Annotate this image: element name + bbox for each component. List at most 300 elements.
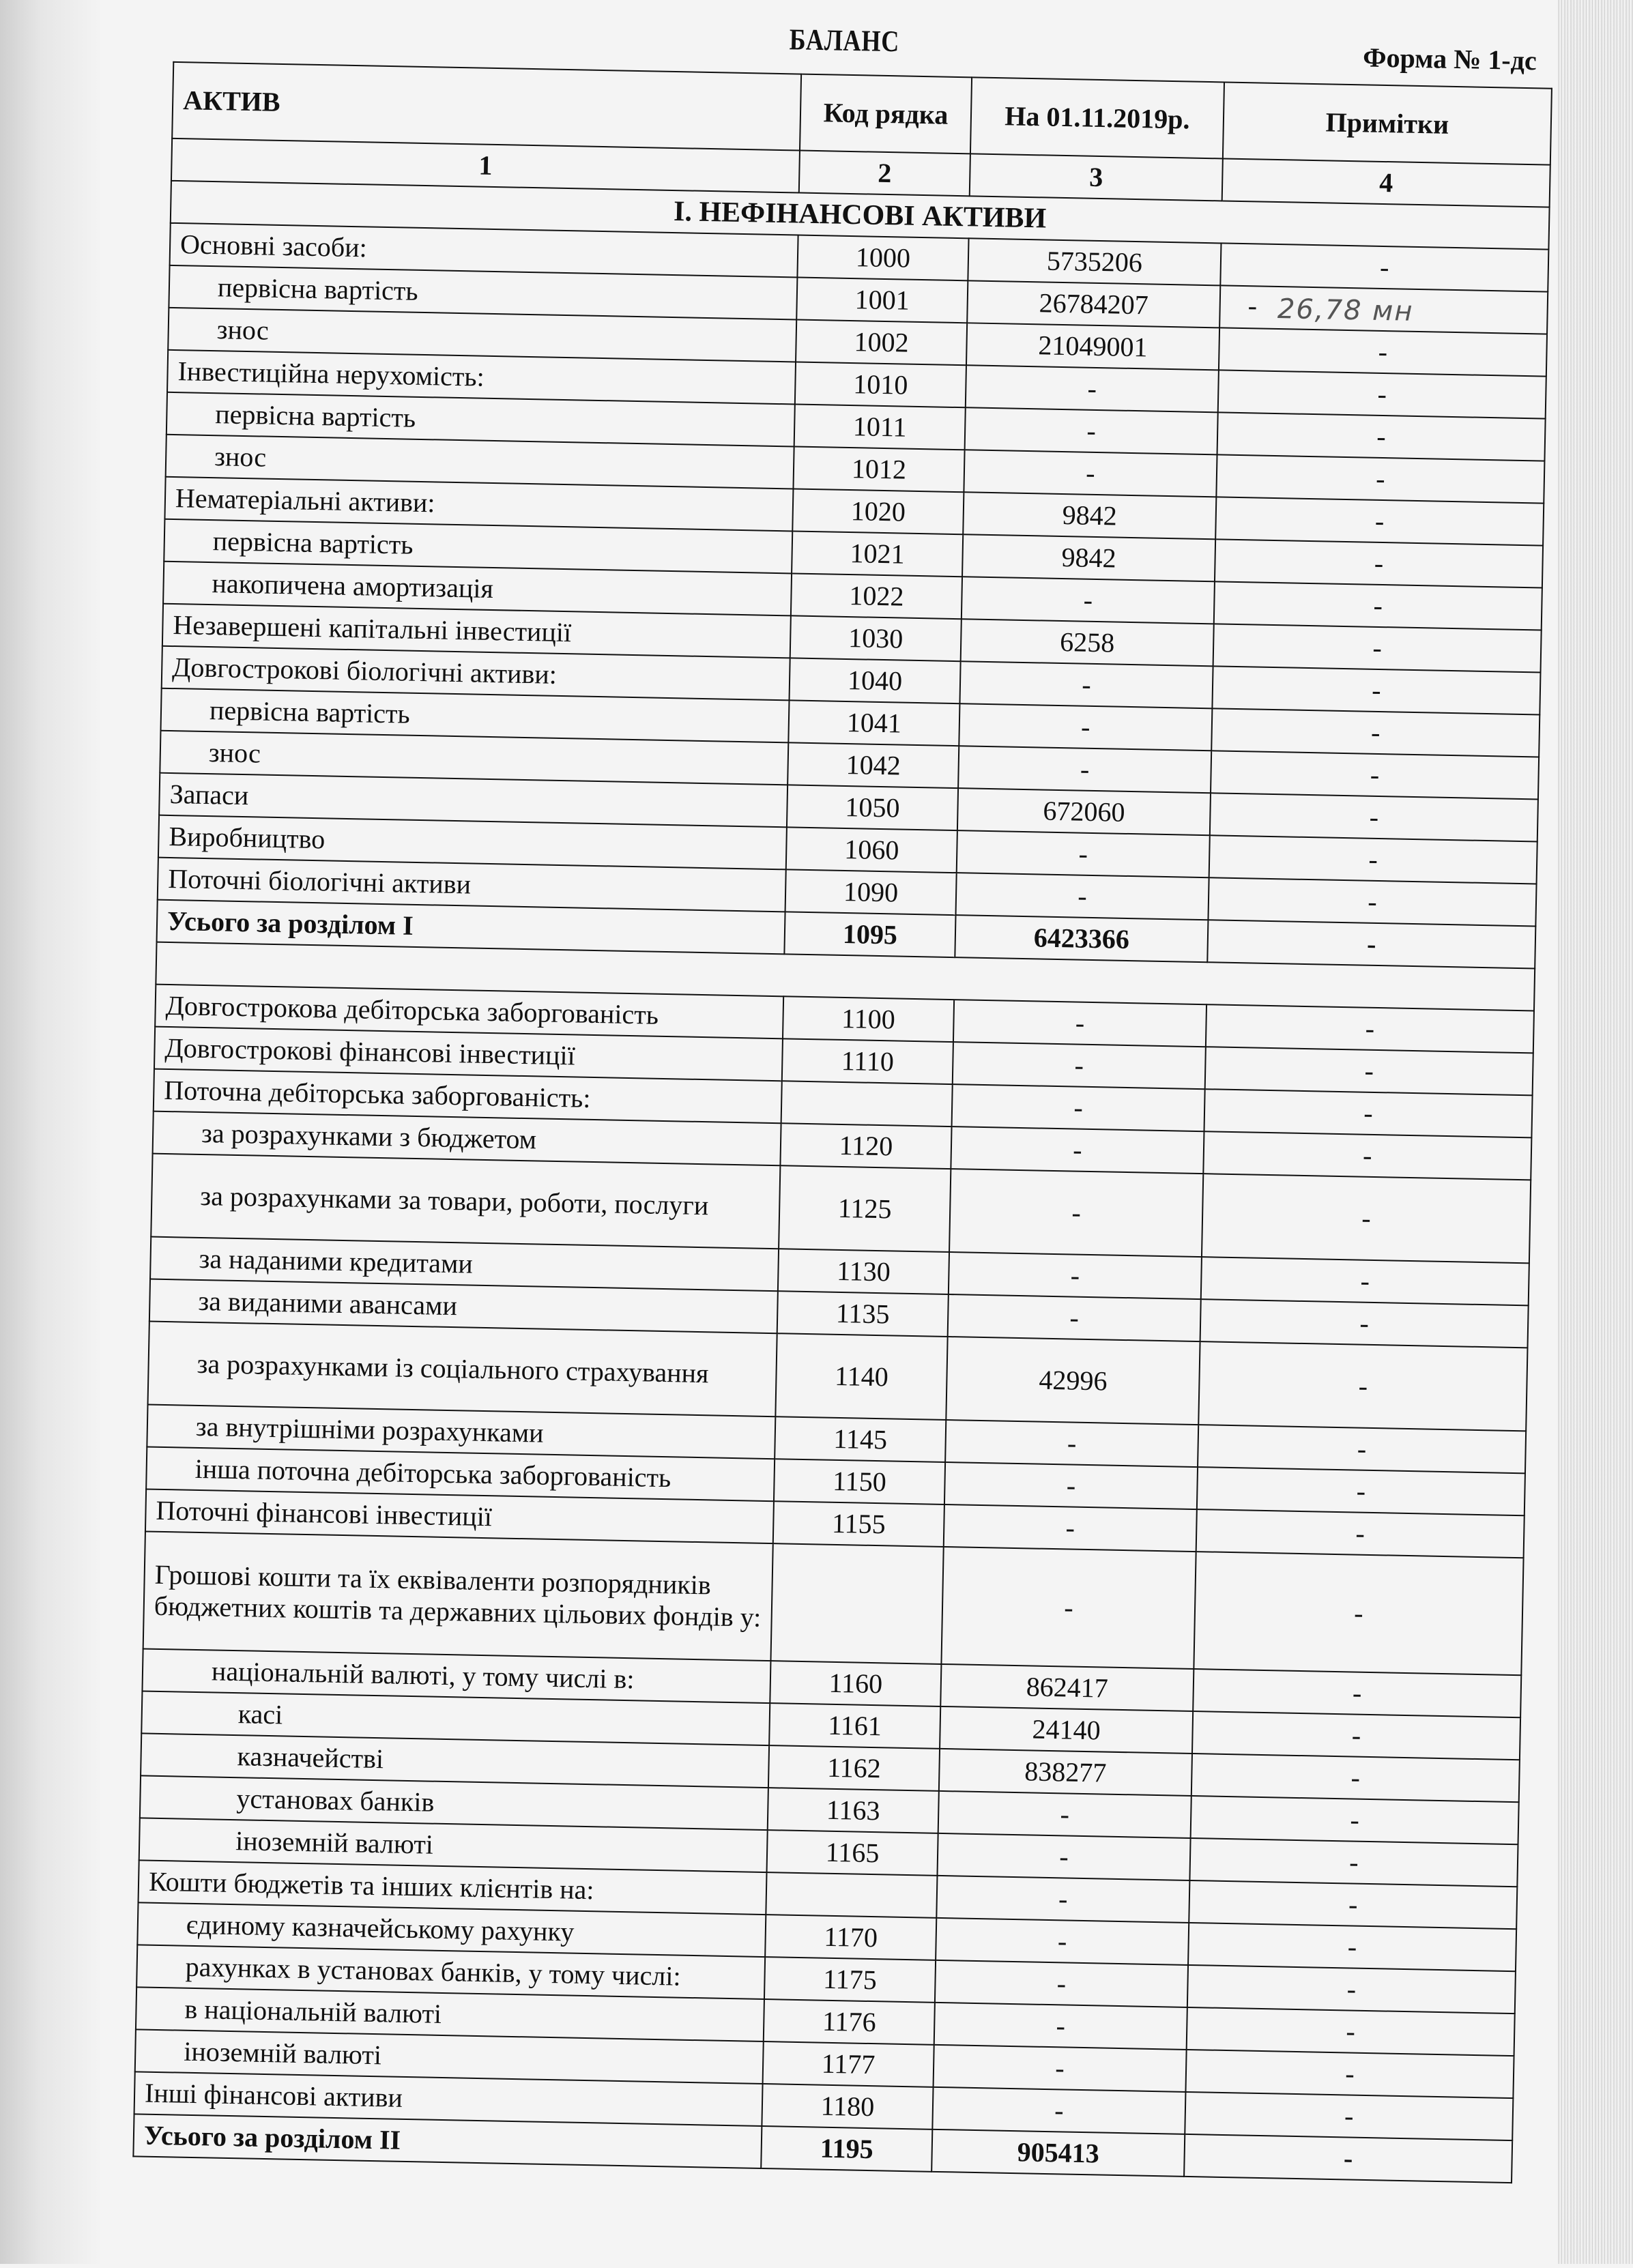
- row-value-cell: [946, 1337, 1200, 1425]
- row-value-cell: [959, 703, 1212, 751]
- row-value-cell: [966, 365, 1219, 412]
- row-value-cell: [959, 661, 1213, 708]
- row-value: 26784207: [1039, 287, 1149, 321]
- row-code-cell: [786, 827, 957, 873]
- row-code-cell: [761, 2126, 932, 2172]
- row-value: -: [1081, 669, 1092, 700]
- row-label: інша поточна дебіторська заборгованість: [194, 1453, 671, 1494]
- row-code-cell: [766, 1872, 937, 1918]
- row-note-cell: [1208, 877, 1536, 926]
- row-code-cell: [773, 1501, 944, 1547]
- row-note: -: [1350, 1762, 1361, 1793]
- row-note: -: [1363, 1097, 1374, 1129]
- row-code-cell: [770, 1661, 941, 1706]
- row-value-cell: [957, 830, 1210, 877]
- row-note-cell: [1185, 2092, 1513, 2140]
- row-code-cell: [782, 1038, 953, 1084]
- row-value-cell: [951, 1126, 1204, 1174]
- row-value: -: [1067, 1427, 1077, 1459]
- row-code-cell: [792, 531, 963, 577]
- row-note-cell: [1212, 666, 1540, 714]
- row-code: 1162: [826, 1751, 882, 1784]
- row-note-cell: [1220, 243, 1548, 291]
- row-note: -: [1344, 2100, 1354, 2132]
- row-label: первісна вартість: [214, 398, 416, 433]
- row-note-cell: [1211, 708, 1540, 757]
- row-note: -: [1377, 378, 1387, 410]
- row-code: 1001: [854, 284, 910, 316]
- row-note: -: [1370, 716, 1381, 748]
- row-label: Нематеріальні активи:: [175, 482, 435, 519]
- row-value-cell: [962, 534, 1215, 581]
- row-note: -: [1366, 928, 1376, 959]
- row-label: знос: [208, 737, 261, 769]
- row-value-cell: [935, 1960, 1188, 2007]
- row-note: -: [1351, 1719, 1361, 1751]
- row-code-cell: [768, 1745, 940, 1791]
- header-code: Код рядка: [800, 74, 972, 154]
- row-code: 1030: [848, 622, 904, 654]
- row-label: національній валюті, у тому числі в:: [211, 1655, 635, 1695]
- row-note: -: [1359, 1307, 1370, 1339]
- row-value-cell: [953, 1042, 1206, 1089]
- row-code-cell: [793, 446, 964, 492]
- row-label-cell: [151, 1154, 780, 1249]
- handwritten-note: 26,78 мн: [1277, 293, 1414, 328]
- row-code-cell: [764, 1999, 935, 2045]
- row-code: 1150: [832, 1465, 887, 1498]
- row-label: іноземній валюті: [183, 2035, 382, 2071]
- row-note-cell: [1193, 1669, 1521, 1717]
- row-note: -: [1372, 632, 1383, 664]
- row-code-cell: [767, 1830, 938, 1876]
- row-note-cell: [1213, 624, 1542, 672]
- row-label: за розрахунками за товари, роботи, послуги: [199, 1180, 709, 1221]
- row-label: знос: [214, 441, 267, 473]
- row-note-cell: [1192, 1711, 1520, 1760]
- row-note: -: [1373, 590, 1383, 622]
- row-note: -: [1362, 1139, 1372, 1171]
- row-value-cell: [962, 577, 1215, 624]
- row-label: Грошові кошти та їх еквіваленти розпорядників бюджетних коштів та державних цільових фондів у:: [154, 1558, 762, 1633]
- row-code-cell: [784, 912, 955, 957]
- row-value: 672060: [1043, 795, 1125, 828]
- row-note-cell: [1187, 2007, 1515, 2056]
- row-code: 1110: [841, 1045, 895, 1077]
- row-code: 1135: [835, 1297, 890, 1330]
- row-code-cell: [787, 785, 958, 830]
- row-label: в національній валюті: [184, 1993, 442, 2029]
- row-label: іноземній валюті: [235, 1825, 434, 1860]
- row-code: 1165: [825, 1836, 880, 1869]
- row-code-cell: [792, 489, 964, 534]
- row-value: -: [1071, 1197, 1082, 1228]
- row-note-cell: [1210, 793, 1538, 841]
- row-value: -: [1054, 2095, 1064, 2126]
- row-note-cell: [1189, 1880, 1517, 1929]
- column-number: 4: [1222, 158, 1550, 207]
- row-note-cell: [1200, 1299, 1529, 1348]
- row-label: за наданими кредитами: [199, 1242, 474, 1279]
- row-value-cell: [956, 873, 1209, 920]
- row-note: -: [1358, 1370, 1368, 1401]
- row-label: Довгострокові фінансові інвестиції: [164, 1032, 576, 1071]
- row-code: 1021: [850, 538, 906, 570]
- row-value-cell: [948, 1294, 1201, 1341]
- row-value-cell: [957, 788, 1211, 835]
- row-value-cell: [949, 1252, 1202, 1299]
- row-label: Запаси: [169, 778, 249, 811]
- row-value-cell: [939, 1749, 1192, 1796]
- row-note-cell: [1187, 1965, 1516, 2013]
- row-code-cell: [795, 362, 966, 407]
- row-value: -: [1056, 1968, 1067, 1999]
- row-note-cell: [1202, 1174, 1531, 1263]
- row-note: -: [1361, 1202, 1372, 1234]
- row-note-cell: [1198, 1425, 1526, 1473]
- row-value: -: [1074, 1049, 1084, 1081]
- row-label: накопичена амортизація: [212, 568, 494, 605]
- row-note-cell: [1217, 412, 1546, 461]
- row-code-cell: [770, 1543, 943, 1664]
- row-value: -: [1069, 1302, 1080, 1333]
- row-note-cell: [1185, 2050, 1514, 2098]
- row-note: -: [1378, 336, 1388, 368]
- section1-title: І. НЕФІНАНСОВІ АКТИВИ: [171, 181, 1550, 250]
- row-label: за внутрішніми розрахунками: [195, 1410, 544, 1449]
- row-code: 1095: [842, 918, 898, 950]
- row-label: казначействі: [237, 1741, 384, 1775]
- row-code-cell: [787, 742, 959, 788]
- row-value: 9842: [1062, 499, 1118, 532]
- row-code-cell: [775, 1416, 946, 1462]
- row-code-cell: [775, 1333, 947, 1420]
- row-note-cell: [1204, 1089, 1532, 1137]
- row-value: -: [1086, 415, 1097, 446]
- row-code-cell: [780, 1123, 951, 1169]
- row-value-cell: [940, 1664, 1194, 1711]
- row-code: 1012: [851, 453, 907, 485]
- row-code-cell: [779, 1165, 951, 1252]
- row-value-cell: [944, 1504, 1197, 1552]
- section2-body: [133, 985, 1534, 2183]
- row-code: 1161: [827, 1709, 882, 1742]
- document-title: БАЛАНС: [789, 23, 900, 59]
- row-code-cell: [791, 573, 962, 619]
- row-label: Усього за розділом І: [167, 905, 414, 941]
- row-code: 1120: [839, 1129, 893, 1162]
- row-value: -: [1083, 584, 1093, 615]
- row-value: 862417: [1026, 1671, 1109, 1704]
- row-label: Довгострокові біологічні активи:: [171, 652, 558, 690]
- row-code: 1090: [843, 875, 899, 908]
- row-code: 1011: [852, 411, 907, 443]
- row-note: -: [1375, 463, 1385, 495]
- row-code: 1010: [852, 368, 908, 401]
- row-value: 9842: [1061, 542, 1117, 574]
- row-code-cell: [796, 319, 967, 365]
- row-code: 1050: [845, 791, 900, 824]
- row-note: -: [1346, 1973, 1357, 2005]
- row-value-cell: [938, 1791, 1191, 1838]
- row-code: 1163: [826, 1794, 880, 1827]
- row-code-cell: [783, 996, 954, 1042]
- row-value: -: [1080, 711, 1090, 742]
- row-note-cell: [1207, 920, 1535, 968]
- row-label: касі: [237, 1698, 283, 1730]
- row-value: -: [1087, 373, 1097, 404]
- row-note: -: [1344, 2058, 1355, 2089]
- row-code: 1140: [834, 1360, 889, 1393]
- row-code: 1195: [820, 2132, 874, 2165]
- row-note: -: [1355, 1517, 1365, 1549]
- row-value: -: [1065, 1512, 1075, 1543]
- row-note-cell: [1184, 2134, 1512, 2183]
- row-note-cell: [1218, 370, 1546, 418]
- row-note: -: [1365, 1013, 1375, 1044]
- row-code: 1042: [846, 749, 901, 781]
- row-note: -: [1247, 290, 1258, 321]
- row-note-cell: [1191, 1796, 1519, 1844]
- row-label: єдиному казначейському рахунку: [186, 1908, 575, 1947]
- row-value-cell: [936, 1918, 1189, 1965]
- row-value: 24140: [1032, 1713, 1101, 1746]
- row-code-cell: [774, 1459, 945, 1504]
- column-number: 1: [171, 139, 800, 193]
- row-note-cell: [1198, 1341, 1527, 1431]
- row-note-cell: [1196, 1509, 1524, 1558]
- row-value: -: [1085, 457, 1096, 489]
- header-notes: Примітки: [1223, 82, 1552, 164]
- row-value-cell: [945, 1420, 1198, 1467]
- row-label: Поточна дебіторська заборгованість:: [163, 1074, 591, 1114]
- row-label: за розрахунками із соціального страхування: [197, 1348, 709, 1389]
- row-note: -: [1348, 1846, 1359, 1878]
- row-label: Інші фінансові активи: [144, 2077, 403, 2113]
- row-code: 1125: [837, 1192, 892, 1225]
- row-value-cell: [968, 238, 1221, 285]
- row-value: -: [1078, 838, 1088, 869]
- row-code-cell: [769, 1703, 940, 1749]
- row-value: -: [1060, 1799, 1070, 1830]
- row-note-cell: [1211, 751, 1539, 799]
- form-number: Форма № 1-дс: [1362, 42, 1537, 76]
- row-value: -: [1070, 1260, 1080, 1291]
- row-note-cell: [1191, 1754, 1520, 1802]
- row-value: -: [1056, 2010, 1066, 2041]
- row-label: Незавершені капітальні інвестиції: [173, 609, 572, 648]
- row-value-cell: [966, 323, 1219, 370]
- row-code-cell: [765, 1915, 936, 1960]
- row-note-cell: [1216, 454, 1544, 503]
- row-value: -: [1058, 1841, 1069, 1872]
- row-code-cell: [785, 869, 957, 915]
- row-note-cell: [1203, 1131, 1531, 1180]
- row-note-cell: [1188, 1923, 1516, 1971]
- row-label: Усього за розділом ІІ: [143, 2119, 401, 2155]
- row-code: 1130: [836, 1255, 891, 1288]
- row-code-cell: [796, 278, 968, 323]
- row-value: 838277: [1024, 1756, 1107, 1788]
- row-note: -: [1374, 547, 1384, 579]
- row-value-cell: [965, 407, 1218, 454]
- row-note-cell: [1206, 1004, 1534, 1053]
- row-code-cell: [768, 1788, 939, 1833]
- row-note: -: [1346, 2016, 1356, 2047]
- row-value-cell: [937, 1833, 1190, 1880]
- row-note: -: [1368, 843, 1378, 875]
- row-label: первісна вартість: [217, 272, 419, 306]
- row-value-cell: [961, 619, 1214, 666]
- row-value: -: [1072, 1134, 1083, 1165]
- row-code-cell: [763, 2041, 934, 2087]
- row-code: 1175: [822, 1963, 878, 1996]
- row-value-cell: [967, 280, 1220, 328]
- row-value: -: [1054, 2052, 1065, 2084]
- row-value: -: [1063, 1592, 1074, 1623]
- row-note-cell: [1194, 1552, 1523, 1675]
- row-code: 1022: [849, 580, 904, 612]
- row-note-cell: [1205, 1047, 1533, 1095]
- row-value-cell: [931, 2129, 1185, 2177]
- row-note: -: [1364, 1055, 1374, 1086]
- row-code: 1060: [843, 833, 899, 866]
- row-value: -: [1057, 1925, 1067, 1957]
- row-code-cell: [762, 2084, 933, 2129]
- header-date: На 01.11.2019р.: [970, 77, 1224, 158]
- row-code: 1155: [831, 1507, 886, 1540]
- row-value: -: [1077, 880, 1088, 912]
- row-value-cell: [963, 492, 1216, 539]
- row-code-cell: [778, 1249, 949, 1294]
- row-label-cell: [148, 1322, 777, 1417]
- row-note-cell: [1197, 1467, 1525, 1515]
- row-value-cell: [936, 1876, 1189, 1923]
- row-value: 5735206: [1046, 245, 1143, 278]
- row-note: -: [1348, 1889, 1358, 1920]
- column-number: 3: [970, 154, 1223, 201]
- row-label: первісна вартість: [212, 525, 414, 560]
- row-note: -: [1370, 759, 1380, 791]
- row-label: первісна вартість: [209, 695, 411, 729]
- row-label: Поточні біологічні активи: [167, 862, 472, 900]
- row-label: Інвестиційна нерухомість:: [177, 355, 485, 392]
- row-note: -: [1356, 1475, 1366, 1507]
- row-note: -: [1347, 1931, 1357, 1962]
- row-note-cell: [1219, 285, 1548, 334]
- row-code: 1020: [850, 495, 906, 527]
- row-code: 1040: [847, 665, 903, 697]
- row-note: -: [1369, 801, 1379, 832]
- row-value: -: [1080, 753, 1090, 785]
- row-code-cell: [781, 1081, 953, 1126]
- row-value-cell: [944, 1462, 1198, 1509]
- row-code-cell: [797, 235, 968, 281]
- row-value-cell: [940, 1706, 1193, 1754]
- row-value: -: [1075, 1007, 1085, 1038]
- row-code-cell: [764, 1957, 936, 2003]
- row-value: -: [1058, 1883, 1068, 1915]
- row-value-cell: [955, 915, 1208, 962]
- row-note: -: [1374, 505, 1385, 537]
- row-label: рахунках в установах банків, у тому числі:: [185, 1951, 682, 1992]
- row-value-cell: [934, 2045, 1187, 2092]
- row-code: 1160: [828, 1667, 883, 1700]
- row-note: -: [1360, 1265, 1370, 1296]
- row-label-cell: [143, 1532, 773, 1661]
- row-note-cell: [1201, 1257, 1529, 1305]
- row-label: за виданими авансами: [198, 1285, 458, 1322]
- row-value: 6423366: [1033, 922, 1130, 955]
- row-code: 1041: [846, 707, 902, 739]
- header-asset: АКТИВ: [172, 62, 801, 151]
- row-code: 1002: [854, 326, 910, 358]
- row-note: -: [1371, 674, 1382, 706]
- row-note-cell: [1189, 1838, 1518, 1887]
- row-value: 42996: [1039, 1364, 1108, 1397]
- balance-table: [132, 61, 1552, 2183]
- row-note: -: [1350, 1804, 1360, 1835]
- row-label: Поточні фінансові інвестиції: [156, 1494, 493, 1532]
- row-note-cell: [1214, 581, 1542, 630]
- row-code-cell: [794, 404, 966, 450]
- row-note: -: [1352, 1677, 1362, 1709]
- row-note-cell: [1219, 328, 1547, 376]
- row-note-cell: [1215, 497, 1544, 545]
- row-code: 1170: [824, 1921, 878, 1953]
- row-note: -: [1376, 420, 1387, 452]
- row-code: 1177: [821, 2048, 876, 2080]
- row-note: -: [1367, 886, 1378, 917]
- row-value-cell: [953, 1000, 1206, 1047]
- row-value-cell: [941, 1547, 1196, 1669]
- row-value-cell: [932, 2087, 1185, 2134]
- row-value: 6258: [1059, 626, 1115, 658]
- row-label: за розрахунками з бюджетом: [201, 1117, 537, 1155]
- row-value-cell: [934, 2003, 1187, 2050]
- row-value-cell: [958, 746, 1211, 793]
- row-note: -: [1343, 2142, 1353, 2174]
- row-note-cell: [1215, 539, 1543, 587]
- row-value: -: [1066, 1470, 1076, 1501]
- row-label: Довгострокова дебіторська заборгованість: [165, 989, 659, 1030]
- row-code: 1180: [820, 2090, 875, 2123]
- row-code-cell: [790, 658, 961, 703]
- row-code-cell: [777, 1291, 949, 1337]
- section1-body: [157, 181, 1550, 969]
- row-code: 1000: [855, 242, 911, 274]
- row-code: 1100: [841, 1002, 896, 1035]
- row-note: -: [1353, 1597, 1364, 1629]
- row-code: 1145: [833, 1423, 888, 1455]
- column-number: 2: [799, 151, 970, 197]
- row-code: 1176: [822, 2005, 877, 2038]
- row-code-cell: [790, 615, 962, 661]
- row-value-cell: [964, 450, 1217, 497]
- row-label: установах банків: [236, 1783, 435, 1818]
- row-label: Виробництво: [169, 820, 326, 855]
- row-note: -: [1379, 251, 1389, 283]
- row-label: Основні засоби:: [179, 229, 368, 263]
- row-value-cell: [952, 1084, 1205, 1131]
- row-label: знос: [216, 314, 270, 346]
- row-note: -: [1357, 1433, 1367, 1464]
- row-value: 905413: [1017, 2136, 1100, 2169]
- row-value-cell: [949, 1169, 1203, 1257]
- row-label: Кошти бюджетів та інших клієнтів на:: [148, 1865, 594, 1906]
- row-note-cell: [1209, 835, 1537, 884]
- row-value: -: [1073, 1092, 1084, 1123]
